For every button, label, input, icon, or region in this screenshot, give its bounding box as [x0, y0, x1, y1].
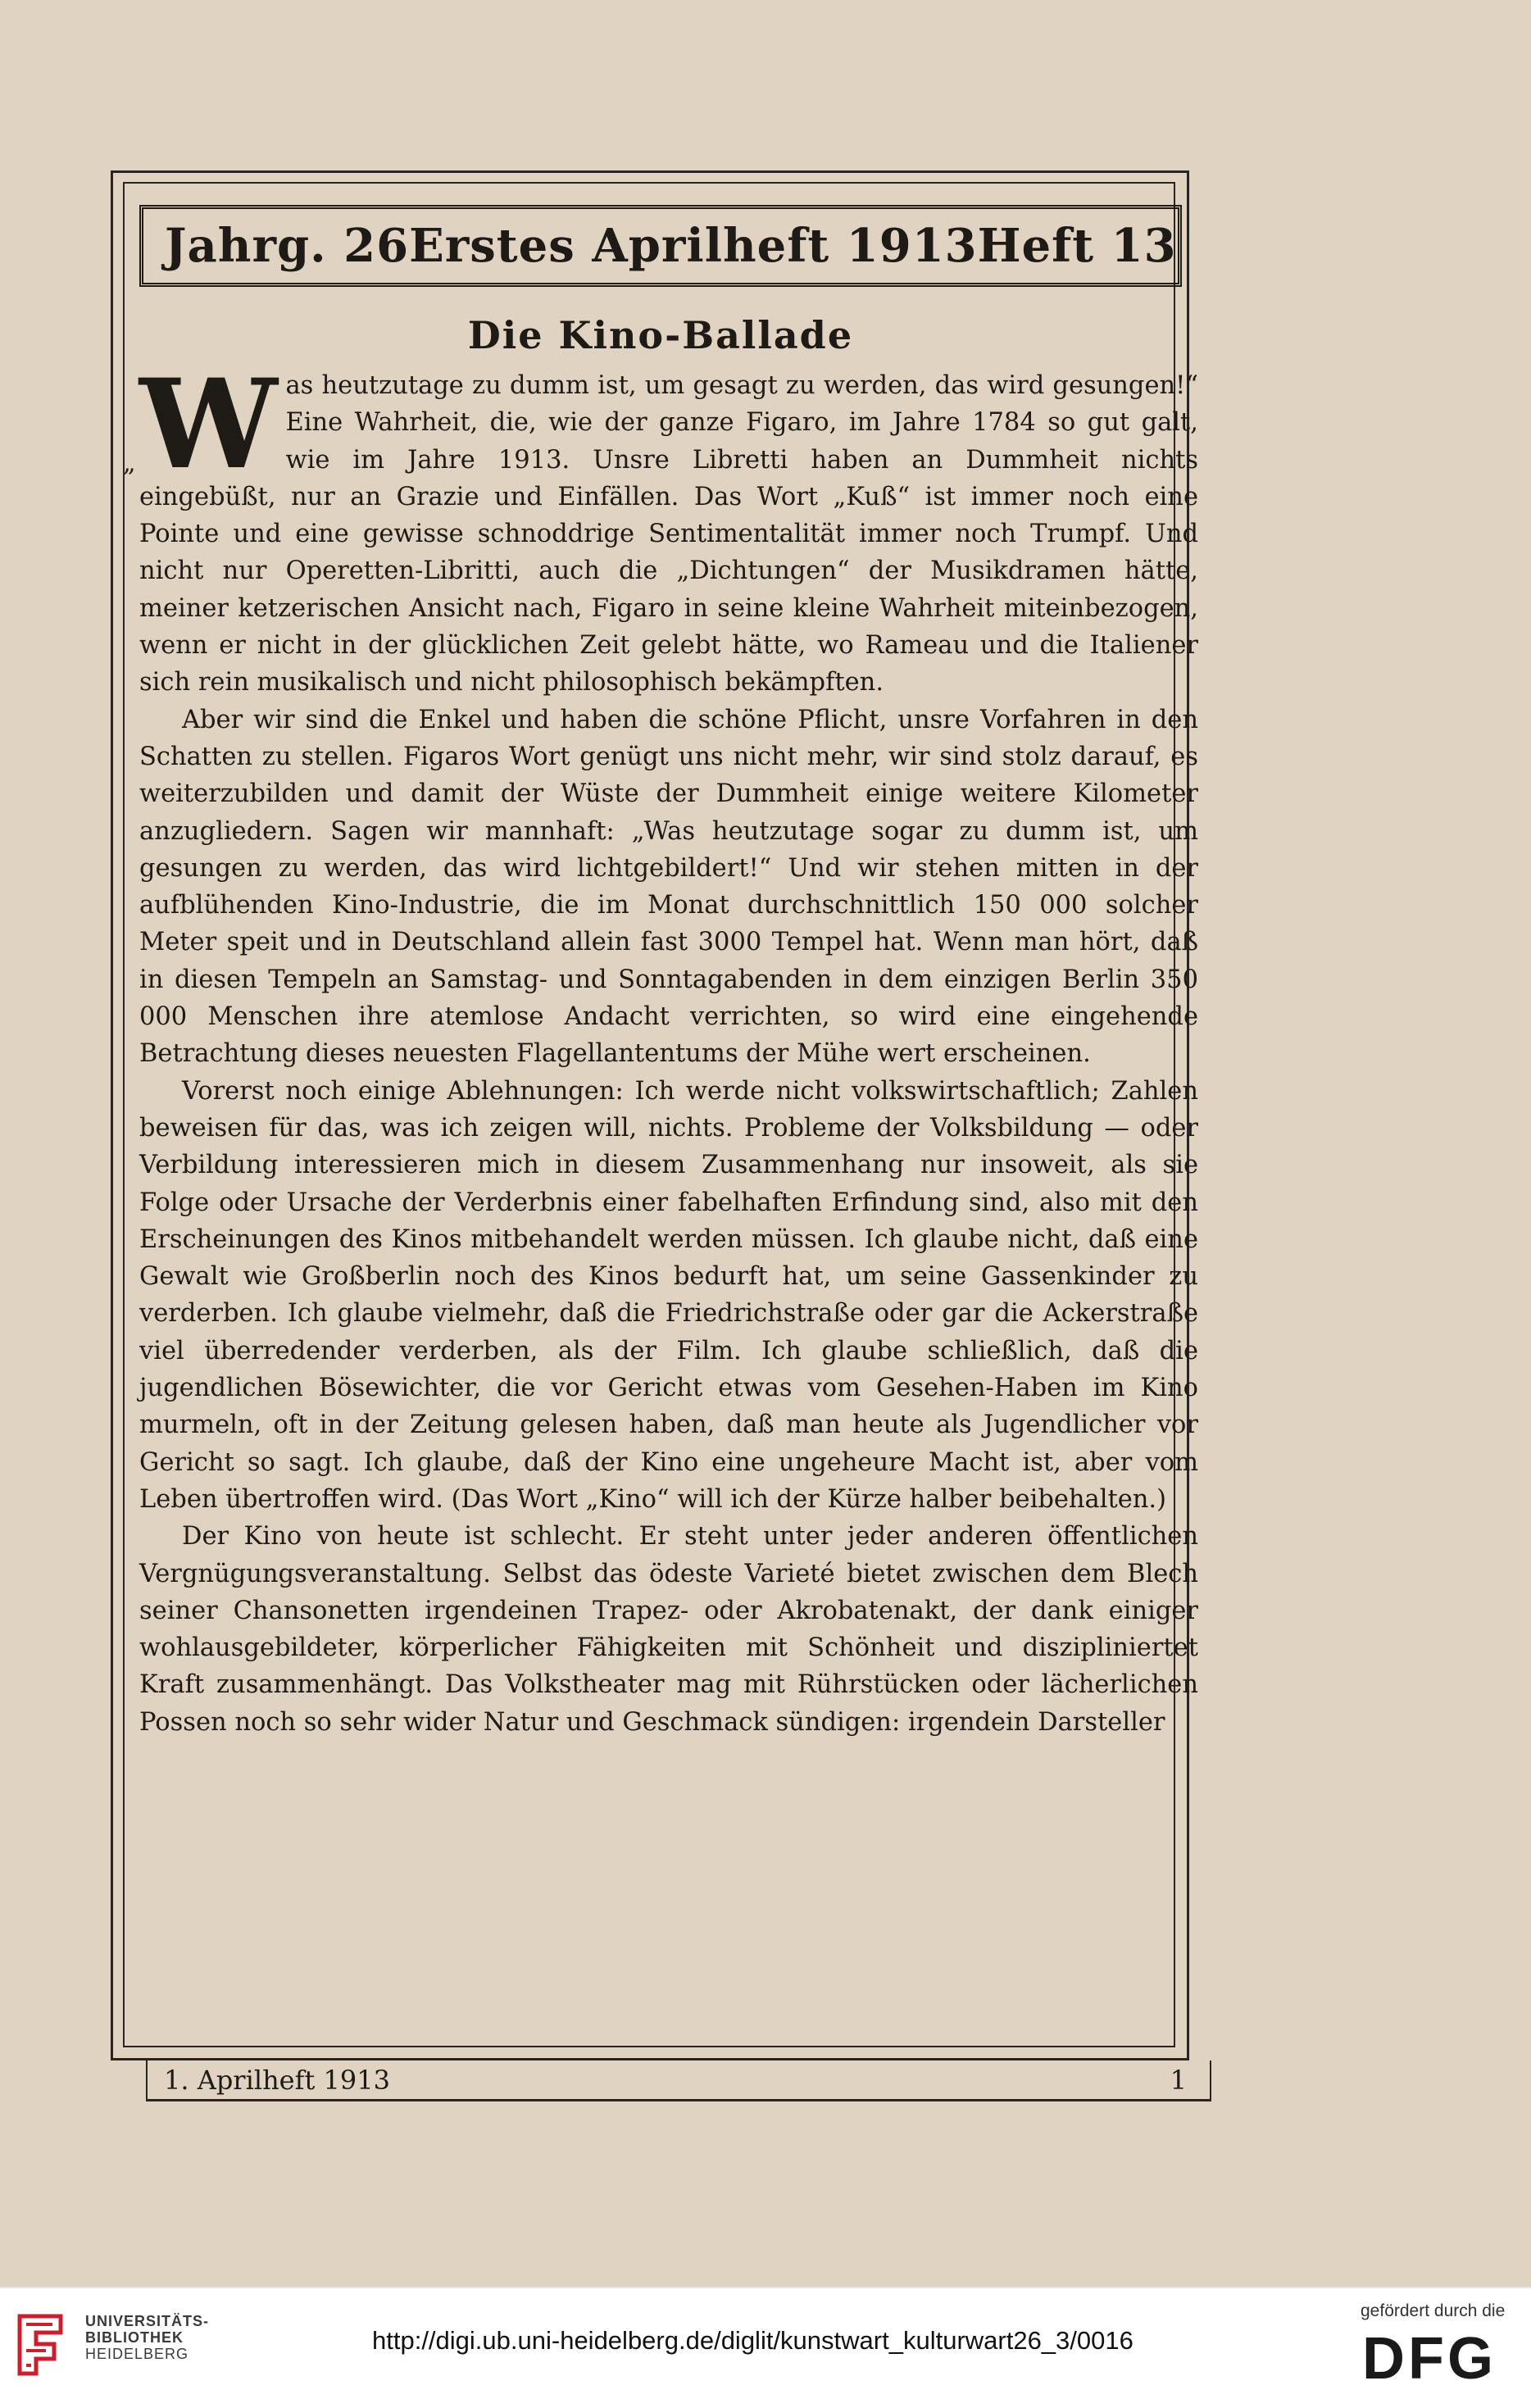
article-body [139, 352, 1198, 1741]
running-footer [146, 2060, 1211, 2101]
footer-page-number: 1 [1170, 2064, 1187, 2096]
paragraph-2: Aber wir sind die Enkel und haben die schöne Pflicht, unsre Vorfahren in den Schatten zu stellen. Figaros Wort genügt uns nicht mehr, wir sind stolz darauf, es weiterzubilden und damit der Wüste der Dummheit einige weitere Kilometer anzugliedern. Sagen wir mannhaft: „Was heutzutage sogar zu dumm ist, um gesungen zu werden, das wird lichtgebildert!“ Und wir stehen mitten in der aufblühenden Kino-Industrie, die im Monat durchschnittlich 150 000 solcher Meter speit und in Deutschland allein fast 3000 Tempel hat. Wenn man hört, daß in diesen Tempeln an Samstag- und Sonntagabenden in dem einzigen Berlin 350 000 Menschen ihre atemlose Andacht verrichten, so wird eine eingehende Betrachtung dieses neuesten Flagellantentums der Mühe wert erscheinen. [139, 705, 1198, 1069]
paragraph-3: Vorerst noch einige Ablehnungen: Ich werde nicht volkswirtschaftlich; Zahlen beweisen für das, was ich zeigen will, nichts. Probleme der Volksbildung — oder Verbildung interessieren mich in diesem Zusammenhang nur insoweit, als sie Folge oder Ursache der Verderbnis einer fabelhaften Erfindung sind, also mit den Erscheinungen des Kinos mitbehandelt werden müssen. Ich glaube nicht, daß eine Gewalt wie Großberlin noch des Kinos bedurft hat, um seine Gassenkinder zu verderben. Ich glaube vielmehr, daß die Friedrichstraße oder gar die Ackerstraße viel überredender verderben, als der Film. Ich glaube schließlich, daß die jugendlichen Bösewichter, die vor Gericht etwas vom Gesehen-Haben im Kino murmeln, oft in der Zeitung gelesen haben, daß man heute als Jugendlicher vor Gericht so sagt. Ich glaube, daß der Kino eine ungeheure Macht ist, aber vom Leben übertroffen wird. (Das Wort „Kino“ will ich der Kürze halber beibehalten.) [139, 1076, 1198, 1514]
article-title: Die Kino-Ballade [467, 313, 854, 357]
header-number: Heft 13 [977, 219, 1177, 273]
library-line-1: UNIVERSITÄTS- [85, 2313, 210, 2329]
drop-cap: W [139, 352, 278, 497]
library-line-3: HEIDELBERG [85, 2346, 189, 2362]
header-issue-title: Erstes Aprilheft 1913 [409, 219, 978, 273]
dfg-logo[interactable]: DFG [1362, 2326, 1497, 2392]
opening-quote-mark: „ [123, 449, 136, 478]
university-logo-icon[interactable] [13, 2308, 67, 2380]
library-name[interactable] [85, 2313, 209, 2362]
paragraph-1 [139, 352, 1198, 702]
paragraph-1-text: as heutzutage zu dumm ist, um gesagt zu werden, das wird gesungen!“ Eine Wahrheit, die, wie der ganze Figaro, im Jahre 1784 so gut galt, wie im Jahre 1913. Unsre Libretti haben an Dummheit nichts eingebüßt, nur an Grazie und Einfällen. Das Wort „Kuß“ ist immer noch eine Pointe und eine gewisse schnoddrige Sentimentalität immer noch Trumpf. Und nicht nur Operetten-Libritti, auch die „Dichtungen“ der Musikdramen hätte, meiner ketzerischen Ansicht nach, Figaro in seine kleine Wahrheit miteinbezogen, wenn er nicht in der glücklichen Zeit gelebt hätte, wo Rameau und die Italiener sich rein musikalisch und nicht philosophisch bekämpften. [139, 371, 1198, 697]
permalink-url[interactable]: http://digi.ub.uni-heidelberg.de/diglit/kunstwart_kulturwart26_3/0016 [372, 2326, 1133, 2355]
running-header [139, 205, 1182, 287]
library-line-2: BIBLIOTHEK [85, 2329, 184, 2346]
paragraph-4: Der Kino von heute ist schlecht. Er steht unter jeder anderen öffentlichen Vergnügungsveranstaltung. Selbst das ödeste Varieté bietet zwischen dem Blech seiner Chansonetten irgendeinen Trapez- oder Akrobatenakt, der dank einiger wohlausgebildeter, körperlicher Fähigkeiten mit Schönheit und diszipliniertet Kraft zusammenhängt. Das Volkstheater mag mit Rührstücken oder lächerlichen Possen noch so sehr wider Natur und Geschmack sündigen: irgendein Darsteller [139, 1522, 1198, 1737]
footer-issue: 1. Aprilheft 1913 [164, 2064, 390, 2096]
header-year: Jahrg. 26 [165, 219, 410, 273]
funded-by-label: gefördert durch die [1361, 2301, 1506, 2320]
